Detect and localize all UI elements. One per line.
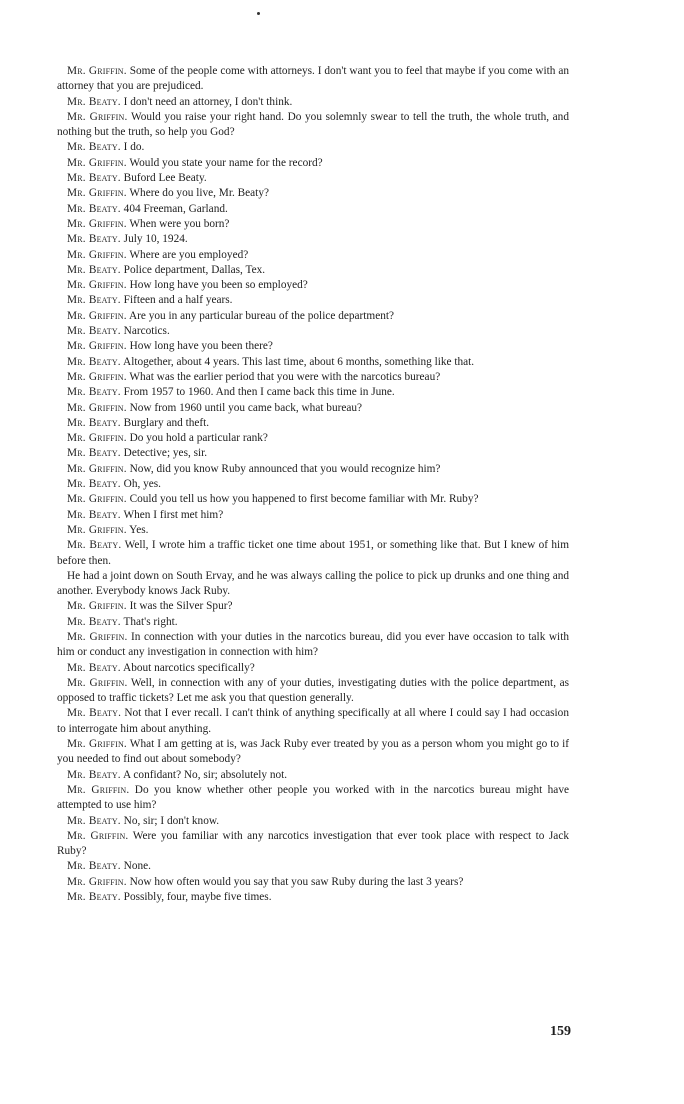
ink-speck: [257, 12, 260, 15]
speaker-name: Mr. Griffin.: [67, 783, 130, 796]
transcript-paragraph: [57, 492, 569, 507]
transcript-paragraph: [57, 783, 569, 814]
speaker-name: Mr. Griffin.: [67, 340, 127, 353]
speaker-name: Mr. Griffin.: [67, 600, 127, 613]
speaker-name: Mr. Beaty.: [67, 172, 121, 185]
transcript-paragraph: [57, 171, 569, 186]
speech-text: From 1957 to 1960. And then I came back this time in June.: [120, 386, 395, 399]
transcript-paragraph: [57, 309, 569, 324]
speech-text: Yes.: [126, 523, 149, 536]
speaker-name: Mr. Griffin.: [67, 401, 127, 414]
speech-text: No, sir; I don't know.: [120, 814, 220, 827]
speaker-name: Mr. Griffin.: [67, 370, 127, 383]
transcript-paragraph: [57, 278, 569, 293]
speaker-name: Mr. Beaty.: [67, 294, 121, 307]
speaker-name: Mr. Beaty.: [67, 615, 121, 628]
speech-text: When I first met him?: [120, 508, 224, 521]
transcript-paragraph: [57, 814, 569, 829]
speaker-name: Mr. Griffin.: [67, 279, 127, 292]
transcript-paragraph: [57, 324, 569, 339]
transcript-paragraph: [57, 676, 569, 707]
transcript-paragraph: [57, 508, 569, 523]
speaker-name: Mr. Griffin.: [67, 432, 127, 445]
speech-text: Some of the people come with attorneys. I don't want you to feel that maybe if you come with an attorney that you are prejudiced.: [57, 65, 569, 93]
speech-text: Now, did you know Ruby announced that you would recognize him?: [126, 462, 441, 475]
speech-text: Narcotics.: [120, 325, 170, 338]
speech-text: Well, in connection with any of your duties, investigating duties with the police department, as opposed to traffic tickets? Let me ask you that question generally.: [57, 676, 569, 705]
transcript-paragraph: [57, 110, 569, 141]
transcript-paragraph: [57, 401, 569, 416]
transcript-paragraph: [57, 875, 569, 890]
speaker-name: Mr. Beaty.: [67, 325, 121, 338]
speech-text: About narcotics specifically?: [120, 661, 255, 674]
transcript-paragraph: [57, 538, 569, 569]
speech-text: What I am getting at is, was Jack Ruby ever treated by you as a person whom you might go to if you needed to find out about somebody?: [57, 738, 569, 766]
speaker-name: Mr. Beaty.: [67, 814, 121, 827]
page-number: 159: [550, 1024, 571, 1039]
speaker-name: Mr. Griffin.: [67, 248, 127, 261]
speech-text: None.: [120, 860, 151, 873]
transcript-paragraph: [57, 140, 569, 155]
speech-text: I do.: [120, 141, 145, 154]
speech-text: Altogether, about 4 years. This last time, about 6 months, something like that.: [120, 355, 475, 368]
speaker-name: Mr. Griffin.: [67, 829, 129, 842]
speech-text: Possibly, four, maybe five times.: [120, 891, 272, 904]
speech-text: Were you familiar with any narcotics investigation that ever took place with respect to Jack Ruby?: [57, 829, 569, 858]
transcript-paragraph: [57, 661, 569, 676]
speech-text: Where are you employed?: [126, 248, 249, 261]
speaker-name: Mr. Beaty.: [67, 263, 121, 276]
speaker-name: Mr. Griffin.: [67, 676, 128, 689]
speaker-name: Mr. Beaty.: [67, 860, 121, 873]
speech-text: How long have you been so employed?: [126, 279, 308, 292]
transcript-paragraph: [57, 477, 569, 492]
transcript-paragraph: [57, 64, 569, 95]
testimony-transcript: [57, 64, 569, 905]
transcript-paragraph: [57, 615, 569, 630]
transcript-paragraph: [57, 370, 569, 385]
transcript-paragraph: [57, 355, 569, 370]
speech-text: Not that I ever recall. I can't think of anything specifically at all where I could say I had occasion to interrogate him about anything.: [57, 707, 569, 735]
transcript-paragraph: [57, 890, 569, 905]
speech-text: Do you hold a particular rank?: [126, 432, 268, 445]
speech-text: Now from 1960 until you came back, what bureau?: [126, 401, 363, 414]
speaker-name: Mr. Griffin.: [67, 187, 127, 200]
speaker-name: Mr. Griffin.: [67, 630, 128, 643]
transcript-paragraph: [57, 569, 569, 600]
speaker-name: Mr. Beaty.: [67, 141, 121, 154]
speaker-name: Mr. Griffin.: [67, 309, 127, 322]
transcript-paragraph: [57, 186, 569, 201]
speaker-name: Mr. Beaty.: [67, 539, 122, 552]
speech-text: Oh, yes.: [120, 478, 162, 491]
speech-text: Well, I wrote him a traffic ticket one time about 1951, or something like that. But I knew of him before then.: [57, 539, 569, 567]
speaker-name: Mr. Beaty.: [67, 202, 121, 215]
speech-text: That's right.: [120, 615, 178, 628]
transcript-paragraph: [57, 706, 569, 737]
speaker-name: Mr. Griffin.: [67, 65, 127, 77]
transcript-paragraph: [57, 248, 569, 263]
speaker-name: Mr. Beaty.: [67, 707, 122, 720]
speech-text: Do you know whether other people you worked with in the narcotics bureau might have attempted to use him?: [57, 783, 569, 812]
speaker-name: Mr. Griffin.: [67, 523, 127, 536]
speech-text: Where do you live, Mr. Beaty?: [126, 187, 269, 200]
transcript-paragraph: [57, 293, 569, 308]
transcript-paragraph: [57, 385, 569, 400]
transcript-paragraph: [57, 156, 569, 171]
speech-text: Are you in any particular bureau of the police department?: [126, 309, 395, 322]
speech-text: A confidant? No, sir; absolutely not.: [120, 768, 288, 781]
speech-text: Would you state your name for the record?: [126, 156, 323, 169]
speaker-name: Mr. Griffin.: [67, 738, 127, 751]
speech-text: July 10, 1924.: [120, 233, 188, 246]
transcript-paragraph: [57, 95, 569, 110]
speech-text: When were you born?: [126, 217, 230, 230]
transcript-paragraph: [57, 217, 569, 232]
speech-text: How long have you been there?: [126, 340, 273, 353]
speaker-name: Mr. Beaty.: [67, 355, 121, 368]
speech-text: I don't need an attorney, I don't think.: [120, 95, 293, 108]
transcript-paragraph: [57, 446, 569, 461]
transcript-paragraph: [57, 339, 569, 354]
speech-text: Buford Lee Beaty.: [120, 172, 207, 185]
speech-text: Could you tell us how you happened to first become familiar with Mr. Ruby?: [126, 493, 479, 506]
transcript-paragraph: [57, 202, 569, 217]
speaker-name: Mr. Beaty.: [67, 447, 121, 460]
speech-text: It was the Silver Spur?: [126, 600, 233, 613]
transcript-paragraph: [57, 768, 569, 783]
speech-text: Now how often would you say that you saw Ruby during the last 3 years?: [126, 875, 464, 888]
transcript-paragraph: [57, 829, 569, 860]
speech-text: What was the earlier period that you were with the narcotics bureau?: [126, 370, 441, 383]
transcript-paragraph: [57, 523, 569, 538]
speech-text: Detective; yes, sir.: [120, 447, 208, 460]
transcript-paragraph: [57, 431, 569, 446]
speaker-name: Mr. Beaty.: [67, 891, 121, 904]
speaker-name: Mr. Beaty.: [67, 508, 121, 521]
speech-text: Burglary and theft.: [120, 416, 210, 429]
speech-text: Police department, Dallas, Tex.: [120, 263, 266, 276]
speaker-name: Mr. Griffin.: [67, 110, 128, 123]
speaker-name: Mr. Beaty.: [67, 95, 121, 108]
speech-text: Fifteen and a half years.: [120, 294, 233, 307]
transcript-paragraph: [57, 859, 569, 874]
speaker-name: Mr. Griffin.: [67, 462, 127, 475]
transcript-paragraph: [57, 462, 569, 477]
speaker-name: Mr. Beaty.: [67, 416, 121, 429]
speaker-name: Mr. Beaty.: [67, 768, 121, 781]
speech-text: In connection with your duties in the narcotics bureau, did you ever have occasion to talk with him or conduct any investigation in connection with him?: [57, 630, 569, 659]
speech-text: He had a joint down on South Ervay, and he was always calling the police to pick up drunks and one thing and another. Everybody knows Jack Ruby.: [57, 569, 569, 598]
transcript-paragraph: [57, 599, 569, 614]
transcript-paragraph: [57, 630, 569, 661]
transcript-paragraph: [57, 263, 569, 278]
speaker-name: Mr. Griffin.: [67, 493, 127, 506]
speaker-name: Mr. Beaty.: [67, 661, 121, 674]
speech-text: 404 Freeman, Garland.: [120, 202, 228, 215]
transcript-paragraph: [57, 737, 569, 768]
speaker-name: Mr. Griffin.: [67, 156, 127, 169]
speaker-name: Mr. Beaty.: [67, 478, 121, 491]
speaker-name: Mr. Griffin.: [67, 217, 127, 230]
transcript-paragraph: [57, 416, 569, 431]
speaker-name: Mr. Griffin.: [67, 875, 127, 888]
speech-text: Would you raise your right hand. Do you solemnly swear to tell the truth, the whole truth, and nothing but the truth, so help you God?: [57, 110, 569, 139]
transcript-paragraph: [57, 232, 569, 247]
speaker-name: Mr. Beaty.: [67, 233, 121, 246]
speaker-name: Mr. Beaty.: [67, 386, 121, 399]
